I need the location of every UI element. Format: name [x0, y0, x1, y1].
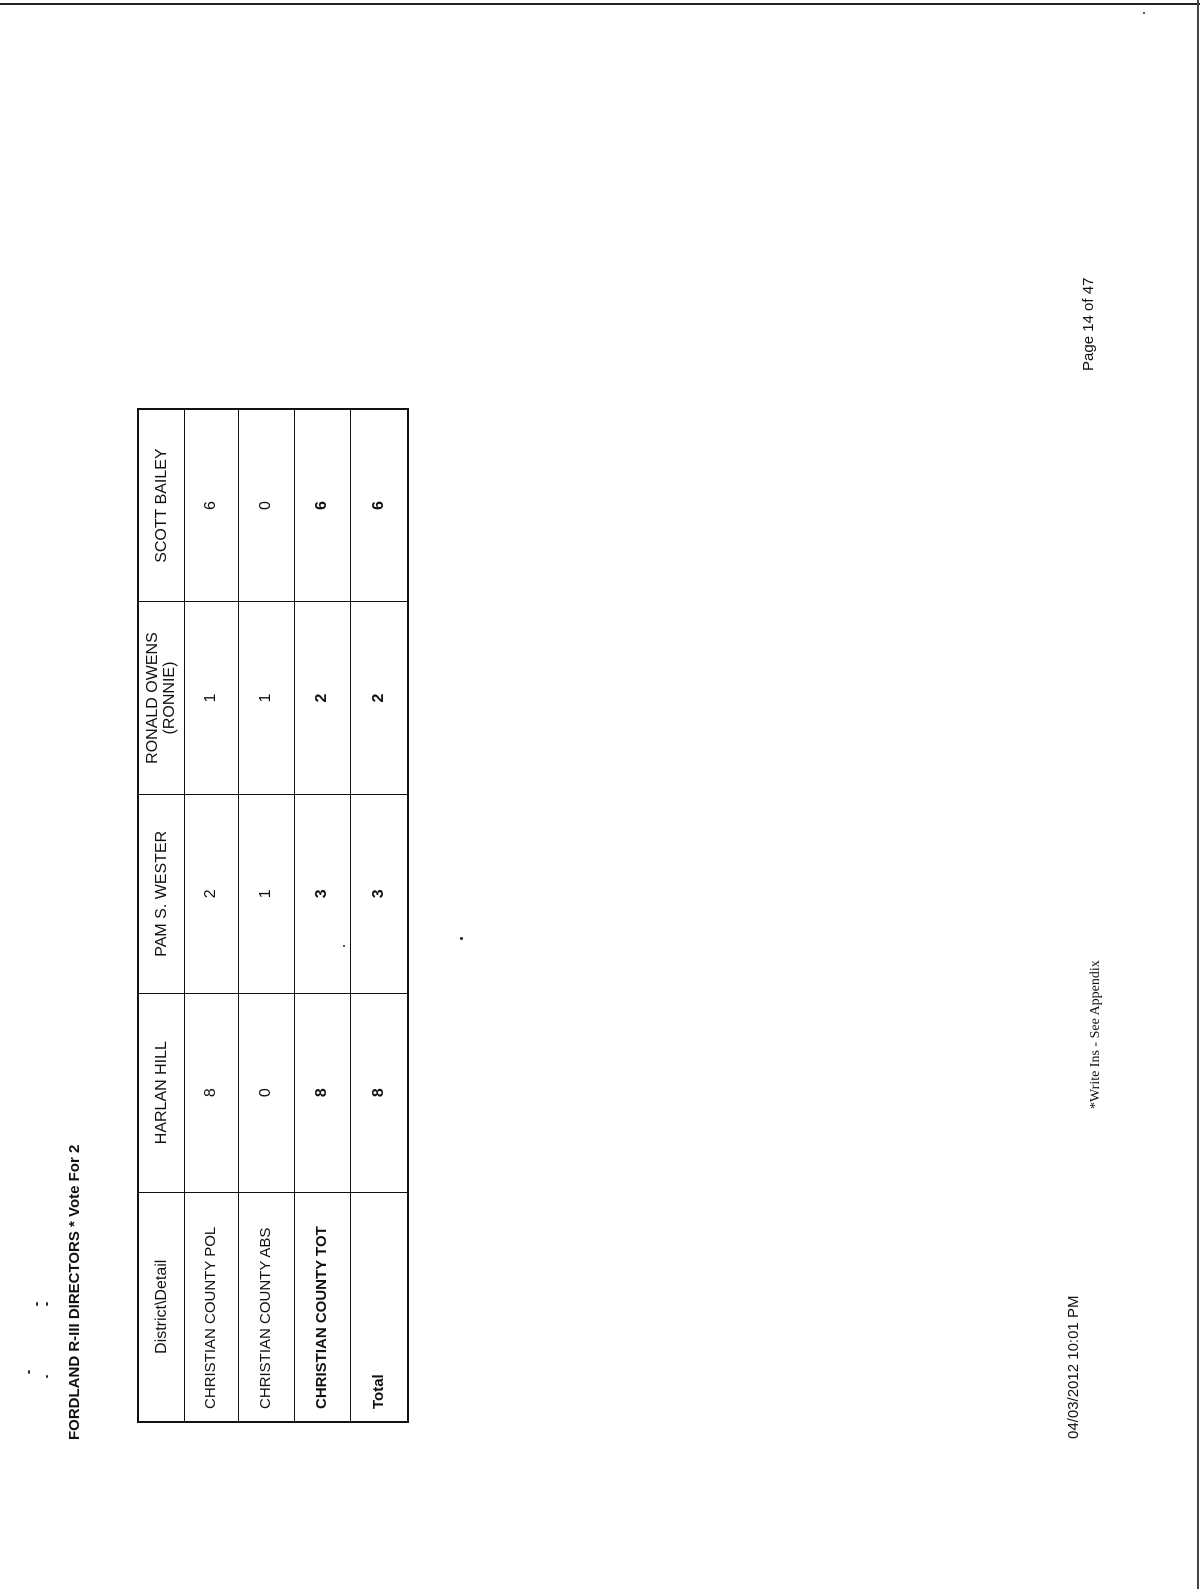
vote-count: 8 [294, 993, 350, 1192]
vote-count: 1 [184, 602, 238, 795]
vote-count: 2 [294, 602, 350, 795]
vote-count: 8 [350, 993, 408, 1192]
vote-count: 2 [350, 602, 408, 795]
vote-count: 6 [350, 409, 408, 602]
table-row [238, 409, 294, 1422]
results-table [137, 408, 409, 1423]
total-row [350, 409, 408, 1422]
vote-count: 1 [238, 602, 294, 795]
row-label: CHRISTIAN COUNTY POL [184, 1192, 238, 1422]
report-timestamp: 04/03/2012 10:01 PM [1065, 1295, 1082, 1439]
write-ins-note: *Write Ins - See Appendix [1088, 960, 1103, 1109]
header-candidate: RONALD OWENS (RONNIE) [138, 602, 184, 795]
table-row [184, 409, 238, 1422]
row-label: Total [350, 1192, 408, 1422]
header-candidate: HARLAN HILL [138, 993, 184, 1192]
page-indicator: Page 14 of 47 [1080, 277, 1097, 371]
vote-count: 3 [350, 794, 408, 993]
vote-count: 8 [184, 993, 238, 1192]
vote-count: 1 [238, 794, 294, 993]
vote-count: 3 [294, 794, 350, 993]
row-label: CHRISTIAN COUNTY ABS [238, 1192, 294, 1422]
header-candidate: SCOTT BAILEY [138, 409, 184, 602]
header-candidate: PAM S. WESTER [138, 794, 184, 993]
table-row [294, 409, 350, 1422]
header-row [138, 409, 184, 1422]
header-district: District\Detail [138, 1192, 184, 1422]
vote-count: 2 [184, 794, 238, 993]
vote-count: 0 [238, 409, 294, 602]
vote-count: 6 [294, 409, 350, 602]
vote-count: 0 [238, 993, 294, 1192]
vote-count: 6 [184, 409, 238, 602]
row-label: CHRISTIAN COUNTY TOT [294, 1192, 350, 1422]
report-title: FORDLAND R-III DIRECTORS * Vote For 2 [66, 1144, 83, 1440]
